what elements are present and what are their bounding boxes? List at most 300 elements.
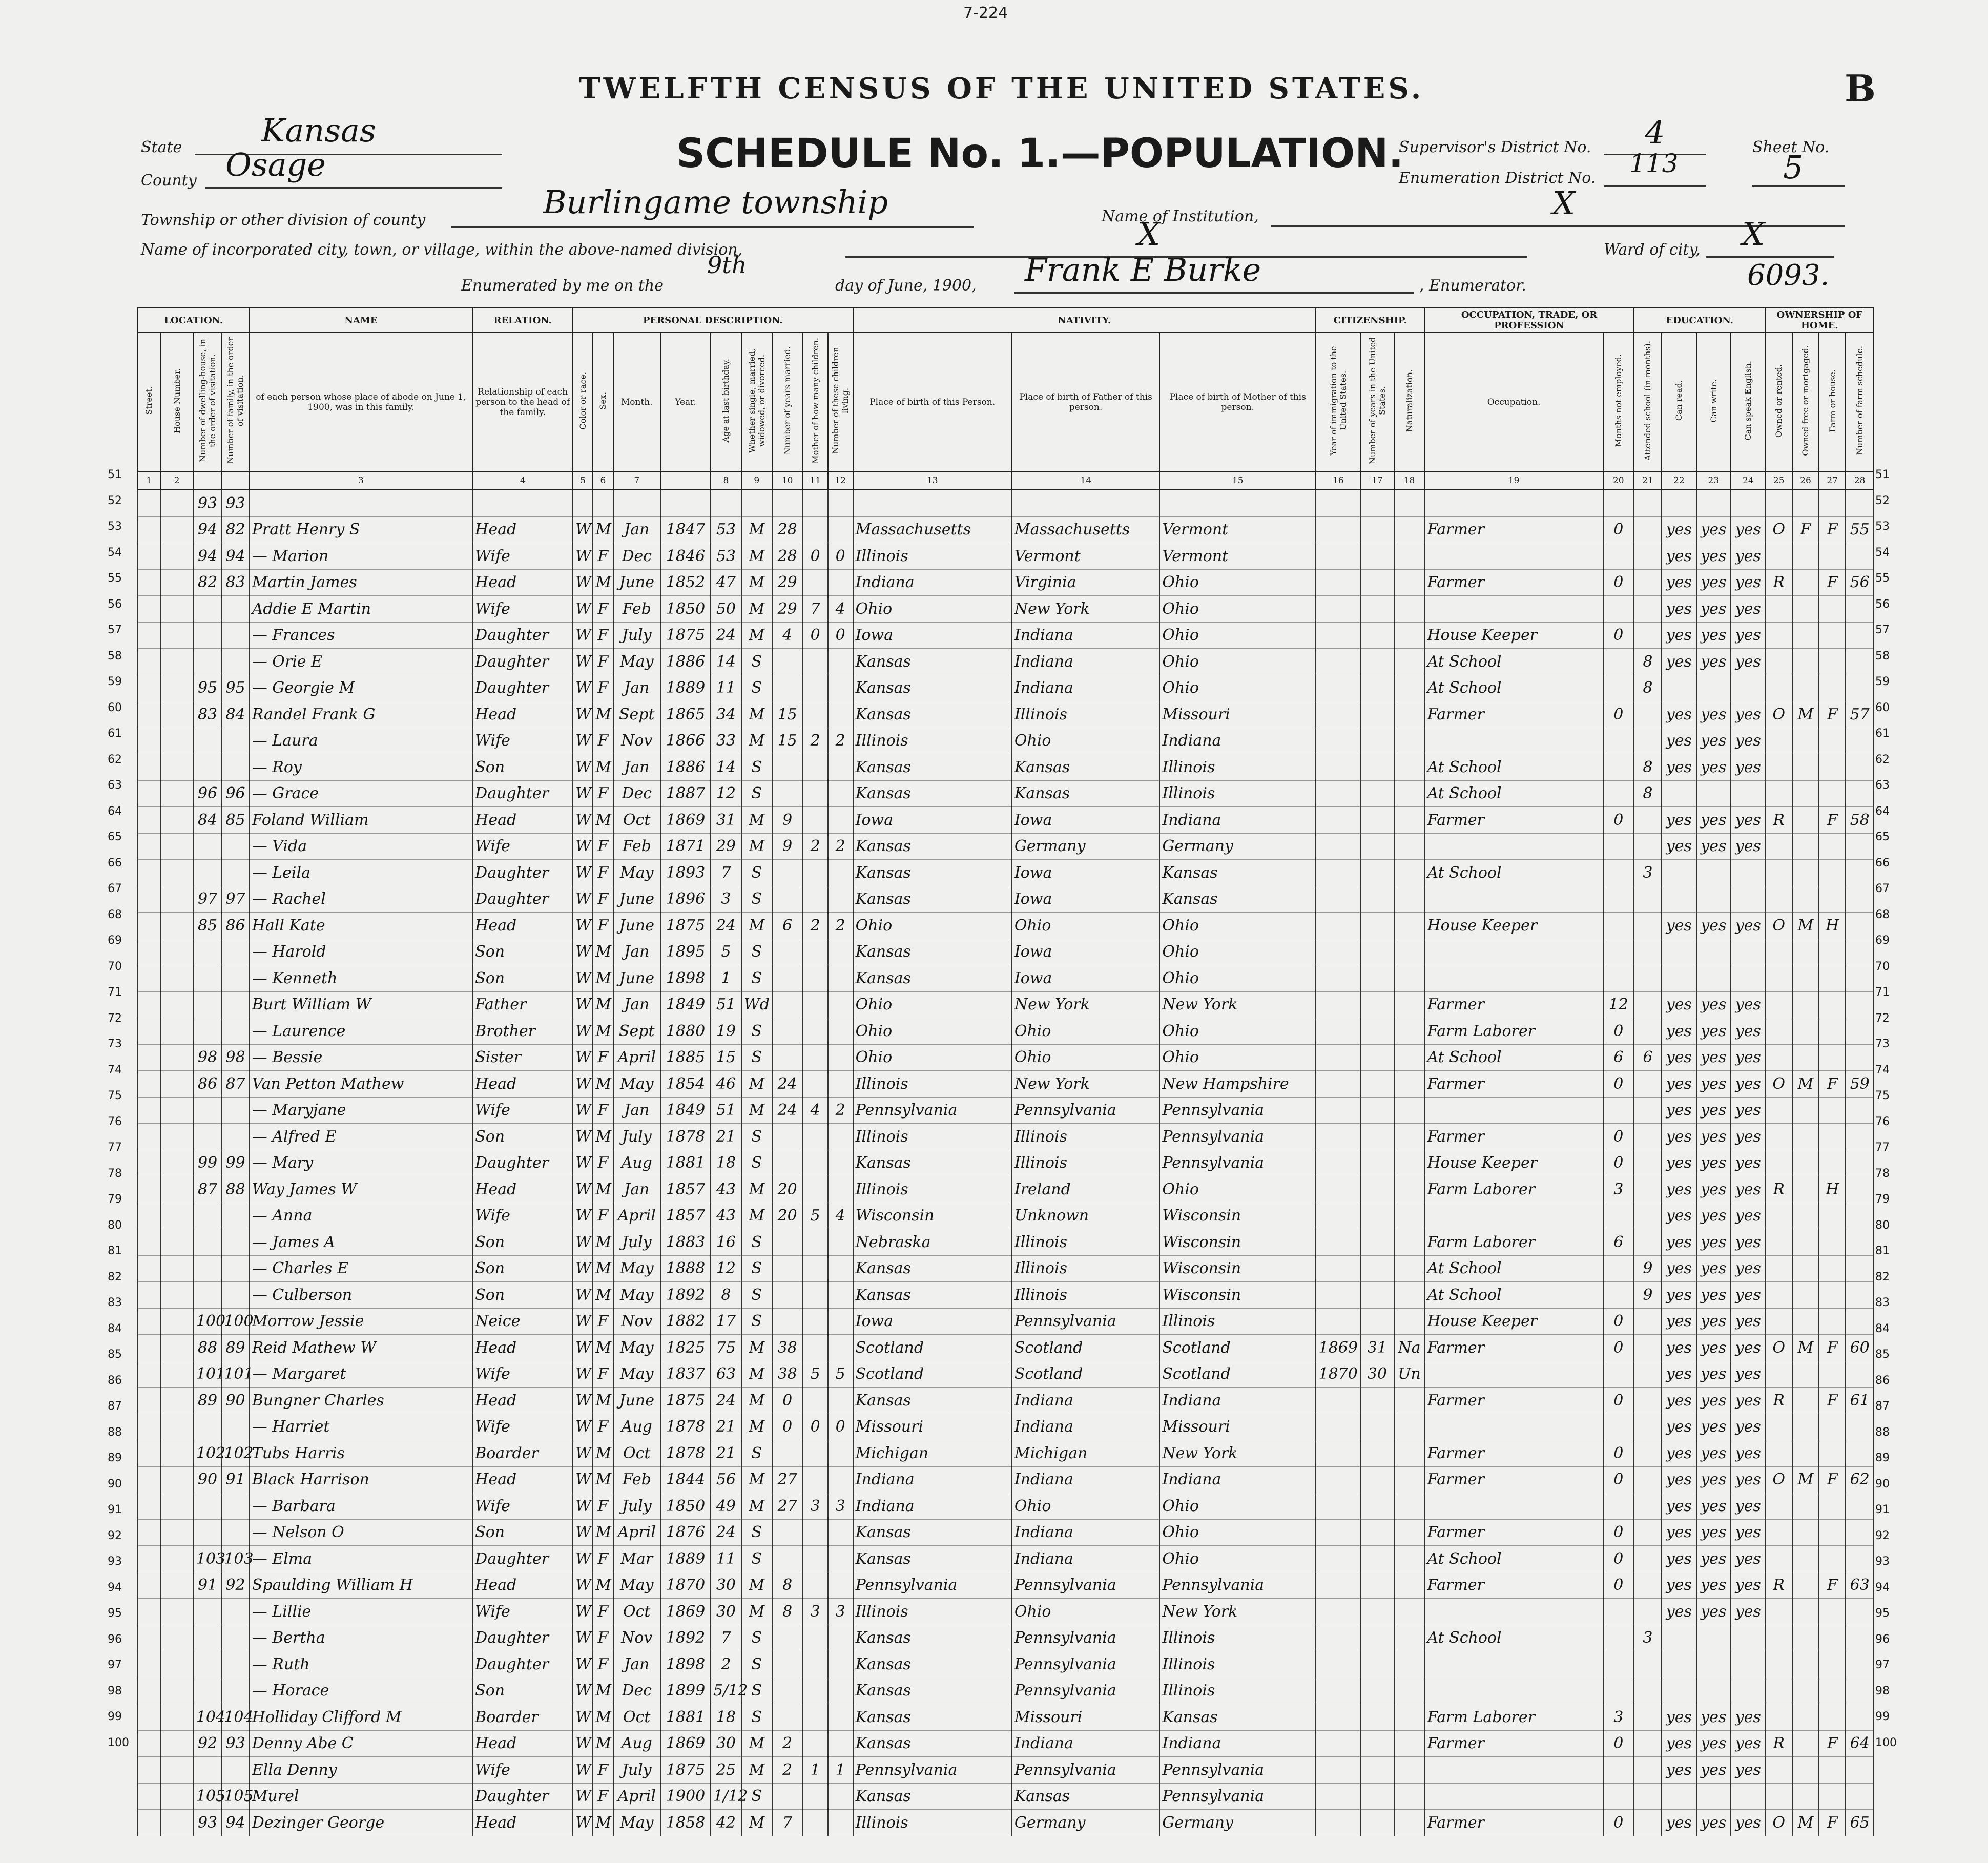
cell-bp: Scotland	[853, 1335, 1012, 1361]
cell-color: W	[573, 1730, 593, 1757]
cell-moc: 5	[803, 1361, 828, 1388]
cell-speak: yes	[1731, 1361, 1766, 1388]
cell-dw	[194, 965, 221, 992]
cell-name: Randel Frank G	[250, 701, 472, 728]
cell-street	[138, 1124, 160, 1150]
cell-own	[1766, 1651, 1792, 1678]
cell-free	[1792, 675, 1819, 701]
cell-sex: F	[593, 1044, 613, 1071]
cell-ym: 8	[772, 1599, 803, 1625]
cell-color: W	[573, 1255, 593, 1282]
line-number: 90	[108, 1477, 122, 1491]
cell-liv: 2	[828, 1097, 853, 1124]
cell-street	[138, 1651, 160, 1678]
cell-mo: June	[613, 965, 661, 992]
column-number: 5	[573, 471, 593, 490]
cell-moc	[803, 1572, 828, 1599]
line-number: 64	[1875, 804, 1890, 818]
cell-free	[1792, 1044, 1819, 1071]
cell-age: 7	[711, 860, 741, 886]
cell-sex: F	[593, 1493, 613, 1520]
cell-occ: Farm Laborer	[1424, 1704, 1603, 1731]
cell-house	[160, 1651, 194, 1678]
cell-bp: Kansas	[853, 780, 1012, 807]
cell-fam	[221, 649, 249, 675]
cell-mo: May	[613, 1810, 661, 1836]
cell-moc: 4	[803, 1097, 828, 1124]
cell-yus	[1360, 1124, 1394, 1150]
table-row	[138, 1493, 1874, 1520]
cell-yr: 1875	[660, 1388, 711, 1414]
cell-read: yes	[1662, 1176, 1696, 1203]
line-number: 78	[108, 1167, 122, 1180]
cell-free: M	[1792, 913, 1819, 939]
cell-house	[160, 1229, 194, 1256]
line-number: 63	[108, 779, 122, 792]
cell-free	[1792, 1546, 1819, 1572]
line-number: 85	[1875, 1348, 1890, 1361]
cell-mar: S	[741, 1678, 772, 1704]
cell-farm	[1819, 1203, 1846, 1229]
cell-mo: May	[613, 1282, 661, 1309]
cell-own: R	[1766, 807, 1792, 834]
cell-fbp: Illinois	[1012, 1282, 1159, 1309]
cell-yr: 1887	[660, 780, 711, 807]
cell-sch	[1846, 991, 1874, 1018]
cell-color: W	[573, 807, 593, 834]
cell-speak: yes	[1731, 1176, 1766, 1203]
line-number: 55	[1875, 572, 1890, 585]
cell-street	[138, 1414, 160, 1440]
cell-dw: 87	[194, 1176, 221, 1203]
cell-rel: Daughter	[472, 886, 573, 913]
cell-mbp: Missouri	[1159, 701, 1316, 728]
cell-name: Dezinger George	[250, 1810, 472, 1836]
cell-yus	[1360, 913, 1394, 939]
cell-house	[160, 1493, 194, 1520]
cell-mo: Aug	[613, 1150, 661, 1176]
line-number: 79	[1875, 1193, 1890, 1206]
cell-house	[160, 569, 194, 596]
cell-read: yes	[1662, 833, 1696, 860]
cell-bp: Illinois	[853, 543, 1012, 570]
cell-yr: 1875	[660, 913, 711, 939]
cell-yus	[1360, 543, 1394, 570]
cell-occ	[1424, 1599, 1603, 1625]
cell-fam	[221, 1757, 249, 1784]
cell-own	[1766, 675, 1792, 701]
cell-att	[1634, 1678, 1662, 1704]
cell-bp: Illinois	[853, 728, 1012, 754]
cell-att	[1634, 622, 1662, 649]
cell-write: yes	[1696, 1071, 1731, 1098]
cell-age: 24	[711, 622, 741, 649]
cell-own	[1766, 1229, 1792, 1256]
cell-age: 17	[711, 1308, 741, 1335]
cell-name: Holliday Clifford M	[250, 1704, 472, 1731]
cell-yus	[1360, 1519, 1394, 1546]
cell-dw	[194, 1414, 221, 1440]
cell-imm	[1316, 1730, 1360, 1757]
cell-fbp: Pennsylvania	[1012, 1572, 1159, 1599]
cell-color: W	[573, 1097, 593, 1124]
cell-name: — Charles E	[250, 1255, 472, 1282]
cell-age: 43	[711, 1203, 741, 1229]
cell-mo: July	[613, 1493, 661, 1520]
sheet-letter: B	[1845, 67, 1876, 110]
cell-att	[1634, 569, 1662, 596]
sheet-no-label: Sheet No.	[1752, 138, 1830, 156]
cell-speak: yes	[1731, 701, 1766, 728]
cell-name: — Rachel	[250, 886, 472, 913]
cell-imm	[1316, 780, 1360, 807]
cell-own	[1766, 1150, 1792, 1176]
col-family: Number of family, in the order of visitation.	[221, 333, 249, 471]
cell-read: yes	[1662, 649, 1696, 675]
cell-ym	[772, 1704, 803, 1731]
cell-mar: S	[741, 1124, 772, 1150]
line-number: 87	[108, 1400, 122, 1413]
cell-mbp: Wisconsin	[1159, 1255, 1316, 1282]
cell-fam: 84	[221, 701, 249, 728]
cell-write	[1696, 1678, 1731, 1704]
cell-bp: Kansas	[853, 1704, 1012, 1731]
cell-occ	[1424, 543, 1603, 570]
cell-ym	[772, 1018, 803, 1045]
cell-color: W	[573, 1361, 593, 1388]
cell-mar: M	[741, 543, 772, 570]
cell-fbp: Kansas	[1012, 754, 1159, 781]
cell-att	[1634, 1071, 1662, 1098]
cell-own: O	[1766, 1071, 1792, 1098]
cell-dw	[194, 1493, 221, 1520]
cell-att	[1634, 965, 1662, 992]
cell-street	[138, 1255, 160, 1282]
cell-rel: Head	[472, 701, 573, 728]
cell-mo: Nov	[613, 1308, 661, 1335]
cell-moc: 1	[803, 1757, 828, 1784]
cell-moc	[803, 939, 828, 965]
cell-read: yes	[1662, 1599, 1696, 1625]
cell-street	[138, 1071, 160, 1098]
cell-fam	[221, 939, 249, 965]
column-number: 14	[1012, 471, 1159, 490]
cell-liv	[828, 1466, 853, 1493]
cell-mbp: Indiana	[1159, 1466, 1316, 1493]
cell-fam	[221, 1625, 249, 1651]
cell-speak	[1731, 1625, 1766, 1651]
incorporated-label: Name of incorporated city, town, or village, within the above-named division,	[141, 241, 743, 259]
cell-liv: 3	[828, 1599, 853, 1625]
cell-free	[1792, 728, 1819, 754]
line-number: 77	[1875, 1141, 1890, 1154]
cell-yus	[1360, 1044, 1394, 1071]
cell-moc	[803, 1810, 828, 1836]
cell-color: W	[573, 1546, 593, 1572]
cell-street	[138, 886, 160, 913]
cell-age: 75	[711, 1335, 741, 1361]
cell-unemp: 0	[1603, 516, 1634, 543]
cell-occ	[1424, 1097, 1603, 1124]
cell-speak	[1731, 860, 1766, 886]
cell-speak: yes	[1731, 1810, 1766, 1836]
cell-fam: 94	[221, 543, 249, 570]
cell-read	[1662, 1678, 1696, 1704]
cell-occ: House Keeper	[1424, 1150, 1603, 1176]
cell-free	[1792, 1651, 1819, 1678]
cell-street	[138, 1599, 160, 1625]
enumerated-prefix: Enumerated by me on the	[461, 277, 664, 295]
cell-dw: 101	[194, 1361, 221, 1388]
cell-moc	[803, 1071, 828, 1098]
cell-write: yes	[1696, 1388, 1731, 1414]
cell-color: W	[573, 1572, 593, 1599]
cell-color: W	[573, 1440, 593, 1467]
cell-occ: At School	[1424, 1044, 1603, 1071]
cell-mar: M	[741, 1493, 772, 1520]
cell-age: 12	[711, 780, 741, 807]
cell-rel: Head	[472, 913, 573, 939]
cell-name: — Margaret	[250, 1361, 472, 1388]
cell-name: — Leila	[250, 860, 472, 886]
col-relation: Relationship of each person to the head of the family.	[472, 333, 573, 471]
cell-mar: M	[741, 1203, 772, 1229]
table-row	[138, 860, 1874, 886]
cell-att	[1634, 913, 1662, 939]
cell-nat	[1394, 1704, 1425, 1731]
cell-ym	[772, 1519, 803, 1546]
cell-farm	[1819, 965, 1846, 992]
cell-free	[1792, 1599, 1819, 1625]
table-row	[138, 701, 1874, 728]
cell-sex: M	[593, 569, 613, 596]
cell-mar: S	[741, 1625, 772, 1651]
cell-speak: yes	[1731, 728, 1766, 754]
cell-liv	[828, 516, 853, 543]
cell-rel: Father	[472, 991, 573, 1018]
cell-name: — Alfred E	[250, 1124, 472, 1150]
cell-imm	[1316, 754, 1360, 781]
cell-fam	[221, 1414, 249, 1440]
cell-nat	[1394, 1730, 1425, 1757]
cell-occ: Farmer	[1424, 1730, 1603, 1757]
cell-liv	[828, 1282, 853, 1309]
cell-occ	[1424, 1414, 1603, 1440]
cell-moc: 0	[803, 543, 828, 570]
cell-att	[1634, 939, 1662, 965]
cell-age: 1	[711, 965, 741, 992]
cell-yr: 1825	[660, 1335, 711, 1361]
cell-occ	[1424, 1203, 1603, 1229]
cell-moc: 7	[803, 596, 828, 623]
cell-ym	[772, 1678, 803, 1704]
cell-att: 8	[1634, 780, 1662, 807]
cell-color: W	[573, 913, 593, 939]
cell-yus	[1360, 1203, 1394, 1229]
line-number: 74	[108, 1063, 122, 1077]
cell-own	[1766, 1625, 1792, 1651]
cell-liv	[828, 1044, 853, 1071]
cell-yus	[1360, 965, 1394, 992]
cell-name: Black Harrison	[250, 1466, 472, 1493]
cell-nat	[1394, 596, 1425, 623]
cell-mo: May	[613, 860, 661, 886]
cell-farm: F	[1819, 1071, 1846, 1098]
line-number: 68	[108, 908, 122, 921]
cell-nat	[1394, 1388, 1425, 1414]
cell-sex: F	[593, 1150, 613, 1176]
cell-color: W	[573, 1810, 593, 1836]
cell-moc: 2	[803, 833, 828, 860]
cell-age: 14	[711, 649, 741, 675]
cell-dw	[194, 1519, 221, 1546]
cell-farm	[1819, 1625, 1846, 1651]
cell-write: yes	[1696, 1704, 1731, 1731]
cell-color: W	[573, 886, 593, 913]
cell-write: yes	[1696, 754, 1731, 781]
cell-occ	[1424, 833, 1603, 860]
line-number: 75	[108, 1089, 122, 1102]
line-number: 70	[108, 960, 122, 973]
cell-speak: yes	[1731, 1255, 1766, 1282]
cell-farm	[1819, 1440, 1846, 1467]
cell-own	[1766, 1599, 1792, 1625]
cell-read: yes	[1662, 1308, 1696, 1335]
cell-mo: April	[613, 1044, 661, 1071]
cell-unemp: 0	[1603, 807, 1634, 834]
cell-sch	[1846, 728, 1874, 754]
cell-speak	[1731, 965, 1766, 992]
cell-write: yes	[1696, 1810, 1731, 1836]
cell-color: W	[573, 780, 593, 807]
cell-att	[1634, 728, 1662, 754]
cell-att	[1634, 886, 1662, 913]
cell-sex: F	[593, 886, 613, 913]
cell-write: yes	[1696, 1546, 1731, 1572]
cell-name: Way James W	[250, 1176, 472, 1203]
cell-nat	[1394, 1282, 1425, 1309]
cell-liv	[828, 1255, 853, 1282]
cell-fam	[221, 1124, 249, 1150]
cell-unemp: 0	[1603, 1730, 1634, 1757]
line-number: 98	[108, 1684, 122, 1698]
cell-nat	[1394, 1625, 1425, 1651]
cell-imm	[1316, 1466, 1360, 1493]
cell-rel: Son	[472, 1519, 573, 1546]
cell-color: W	[573, 1071, 593, 1098]
cell-sch	[1846, 1704, 1874, 1731]
cell-liv: 0	[828, 622, 853, 649]
cell-mar: M	[741, 1810, 772, 1836]
cell-unemp	[1603, 1255, 1634, 1282]
cell-mar: M	[741, 833, 772, 860]
cell-fam: 92	[221, 1572, 249, 1599]
cell-write: yes	[1696, 1176, 1731, 1203]
cell-dw: 88	[194, 1335, 221, 1361]
line-number: 99	[108, 1710, 122, 1723]
cell-ym: 8	[772, 1572, 803, 1599]
column-number: 9	[741, 471, 772, 490]
cell-mar: M	[741, 1414, 772, 1440]
line-number: 72	[108, 1011, 122, 1025]
cell-speak: yes	[1731, 833, 1766, 860]
cell-age: 15	[711, 1044, 741, 1071]
cell-moc	[803, 1150, 828, 1176]
cell-sch: 61	[1846, 1388, 1874, 1414]
cell-speak: yes	[1731, 1546, 1766, 1572]
cell-ym: 15	[772, 701, 803, 728]
cell-bp: Indiana	[853, 569, 1012, 596]
cell-moc	[803, 780, 828, 807]
cell-write: yes	[1696, 1572, 1731, 1599]
cell-house	[160, 1440, 194, 1467]
cell-nat	[1394, 1097, 1425, 1124]
cell-imm	[1316, 1229, 1360, 1256]
cell-mo: July	[613, 1757, 661, 1784]
cell-yus	[1360, 622, 1394, 649]
cell-yr: 1850	[660, 596, 711, 623]
table-row	[138, 1388, 1874, 1414]
cell-sex: F	[593, 649, 613, 675]
table-row	[138, 1018, 1874, 1045]
cell-read: yes	[1662, 1466, 1696, 1493]
cell-occ: At School	[1424, 1255, 1603, 1282]
cell-farm	[1819, 1018, 1846, 1045]
col-month: Month.	[613, 333, 661, 471]
cell-dw: 103	[194, 1546, 221, 1572]
cell-yr: 1885	[660, 1044, 711, 1071]
cell-age: 11	[711, 1546, 741, 1572]
col-year: Year.	[660, 333, 711, 471]
table-row	[138, 1783, 1874, 1810]
cell-att	[1634, 1097, 1662, 1124]
cell-dw	[194, 1097, 221, 1124]
cell-sch: 64	[1846, 1730, 1874, 1757]
cell-sex: F	[593, 1308, 613, 1335]
cell-rel: Neice	[472, 1308, 573, 1335]
cell-unemp	[1603, 1625, 1634, 1651]
cell-house	[160, 913, 194, 939]
cell-yus	[1360, 516, 1394, 543]
cell-own	[1766, 1546, 1792, 1572]
cell-liv	[828, 1651, 853, 1678]
cell-mbp: Pennsylvania	[1159, 1572, 1316, 1599]
cell-bp: Kansas	[853, 1625, 1012, 1651]
cell-write	[1696, 1625, 1731, 1651]
cell-nat	[1394, 675, 1425, 701]
cell-dw: 85	[194, 913, 221, 939]
cell-free	[1792, 1229, 1819, 1256]
table-row	[138, 1757, 1874, 1784]
cell-farm	[1819, 780, 1846, 807]
cell-yus	[1360, 1730, 1394, 1757]
column-number: 23	[1696, 471, 1731, 490]
cell-house	[160, 1678, 194, 1704]
cell-fbp: Ohio	[1012, 1044, 1159, 1071]
cell-name: — Culberson	[250, 1282, 472, 1309]
cell-liv: 1	[828, 1757, 853, 1784]
cell-ym	[772, 1651, 803, 1678]
col-immigration: Year of immigration to the United States.	[1316, 333, 1360, 471]
cell-nat	[1394, 1757, 1425, 1784]
cell-color: W	[573, 1308, 593, 1335]
line-number: 62	[108, 753, 122, 766]
cell-yr: 1898	[660, 1651, 711, 1678]
cell-speak	[1731, 675, 1766, 701]
cell-dw: 98	[194, 1044, 221, 1071]
cell-imm	[1316, 1388, 1360, 1414]
cell-yus	[1360, 596, 1394, 623]
